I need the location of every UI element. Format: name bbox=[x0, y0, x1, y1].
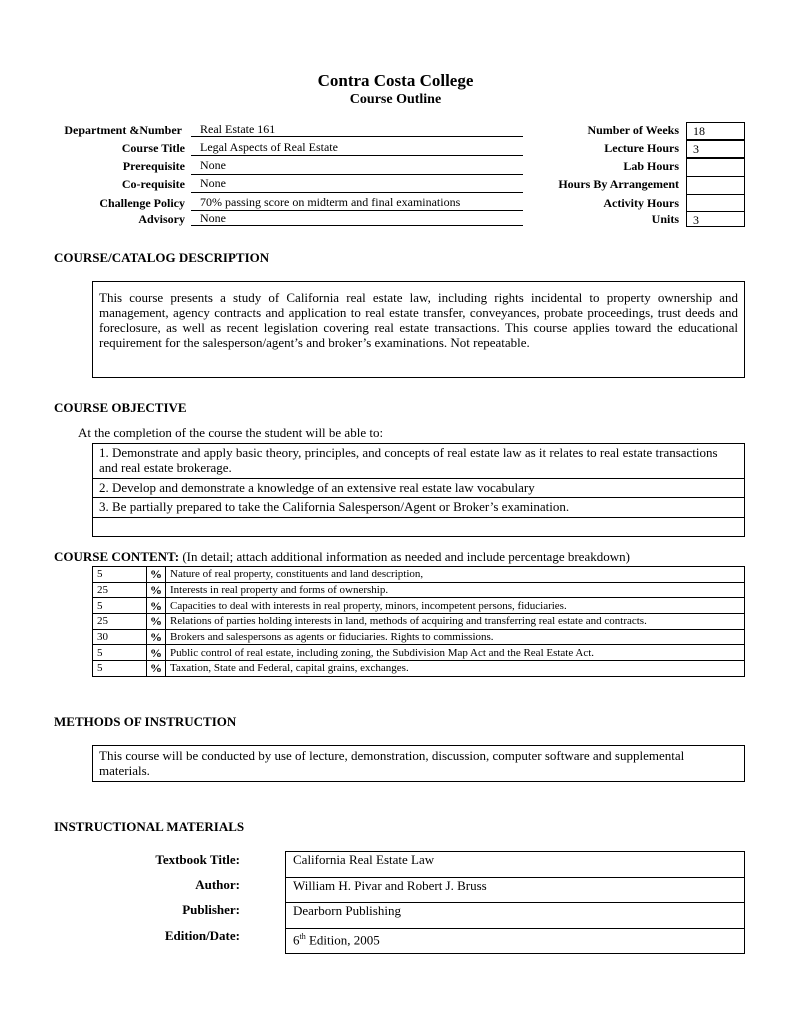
edition-suffix: th bbox=[299, 931, 306, 941]
publisher-label: Publisher: bbox=[182, 902, 240, 917]
lab-hours-label: Lab Hours bbox=[623, 159, 679, 173]
lecture-hours-label: Lecture Hours bbox=[604, 141, 679, 155]
author-value: William H. Pivar and Robert J. Bruss bbox=[286, 877, 745, 903]
content-heading: COURSE CONTENT: bbox=[54, 549, 180, 564]
edition-number: 6 bbox=[293, 931, 300, 947]
objective-item bbox=[93, 518, 745, 537]
units-value: 3 bbox=[686, 211, 745, 227]
lecture-hours-value: 3 bbox=[686, 140, 745, 158]
materials-row bbox=[286, 877, 745, 903]
methods-heading: METHODS OF INSTRUCTION bbox=[54, 714, 237, 729]
content-topic: Relations of parties holding interests in land, methods of acquiring and transferring real estate and contracts. bbox=[166, 614, 745, 630]
materials-row bbox=[286, 928, 745, 954]
content-percent: 25 bbox=[93, 614, 147, 630]
objective-row bbox=[93, 498, 745, 518]
activity-hours-label: Activity Hours bbox=[603, 196, 679, 210]
content-row bbox=[93, 661, 745, 677]
content-note: (In detail; attach additional information as needed and include percentage breakdown) bbox=[179, 549, 630, 564]
weeks-label: Number of Weeks bbox=[587, 123, 679, 137]
percent-symbol: % bbox=[147, 614, 166, 630]
weeks-value: 18 bbox=[686, 122, 745, 140]
content-row bbox=[93, 614, 745, 630]
materials-row bbox=[286, 852, 745, 878]
edition-date-value bbox=[286, 928, 745, 954]
objective-heading: COURSE OBJECTIVE bbox=[54, 400, 187, 415]
publisher-value: Dearborn Publishing bbox=[286, 903, 745, 929]
edition-date-label: Edition/Date: bbox=[164, 928, 240, 943]
content-topic: Capacities to deal with interests in real property, minors, incompetent persons, fiduciaries. bbox=[166, 598, 745, 614]
textbook-title-value: California Real Estate Law bbox=[286, 852, 745, 878]
objective-item: 2. Develop and demonstrate a knowledge of an extensive real estate law vocabulary bbox=[93, 479, 745, 498]
content-row bbox=[93, 598, 745, 614]
content-percent: 5 bbox=[93, 645, 147, 661]
content-row bbox=[93, 582, 745, 598]
prerequisite-value: None bbox=[191, 158, 523, 175]
content-percent: 5 bbox=[93, 661, 147, 677]
objective-row bbox=[93, 479, 745, 498]
content-topic: Nature of real property, constituents and land description, bbox=[166, 567, 745, 583]
content-topic: Public control of real estate, including zoning, the Subdivision Map Act and the Real Estate Act. bbox=[166, 645, 745, 661]
content-row bbox=[93, 629, 745, 645]
corequisite-value: None bbox=[191, 176, 523, 193]
objectives-table bbox=[92, 443, 745, 537]
percent-symbol: % bbox=[147, 567, 166, 583]
content-percent: 5 bbox=[93, 567, 147, 583]
objective-item: 1. Demonstrate and apply basic theory, principles, and concepts of real estate law as it relates to real estate transactions and real estate brokerage. bbox=[93, 444, 745, 479]
prerequisite-label: Prerequisite bbox=[122, 159, 185, 173]
document-title: Course Outline bbox=[349, 92, 442, 107]
content-table bbox=[92, 566, 745, 677]
percent-symbol: % bbox=[147, 645, 166, 661]
catalog-description: This course presents a study of California real estate law, including rights incidental to property ownership and management, agency contracts and application to real estate transfer, conveyances, probate proceedings, trust deeds and foreclosure, as well as recent legislation covering real estate transactions. This course applies toward the educational requirement for the salesperson/agent’s and broker’s examinations. Not repeatable. bbox=[92, 281, 745, 378]
objective-intro: At the completion of the course the student will be able to: bbox=[78, 425, 384, 440]
activity-hours-value bbox=[686, 194, 745, 212]
content-heading-line bbox=[54, 549, 630, 565]
hours-arrangement-value bbox=[686, 176, 745, 195]
author-label: Author: bbox=[195, 877, 240, 892]
content-percent: 30 bbox=[93, 629, 147, 645]
course-title-label: Course Title bbox=[121, 141, 185, 155]
advisory-label: Advisory bbox=[138, 212, 185, 226]
methods-description: This course will be conducted by use of lecture, demonstration, discussion, computer software and supplemental materials. bbox=[92, 745, 745, 782]
course-title-value: Legal Aspects of Real Estate bbox=[191, 140, 523, 156]
department-value: Real Estate 161 bbox=[191, 122, 523, 137]
advisory-value: None bbox=[191, 211, 523, 226]
content-row bbox=[93, 567, 745, 583]
textbook-title-label: Textbook Title: bbox=[155, 852, 240, 867]
challenge-policy-label: Challenge Policy bbox=[99, 196, 185, 210]
catalog-heading: COURSE/CATALOG DESCRIPTION bbox=[54, 250, 270, 265]
content-row bbox=[93, 645, 745, 661]
materials-row bbox=[286, 903, 745, 929]
materials-heading: INSTRUCTIONAL MATERIALS bbox=[54, 819, 245, 834]
content-topic: Interests in real property and forms of ownership. bbox=[166, 582, 745, 598]
units-label: Units bbox=[651, 212, 679, 226]
department-label: Department &Number bbox=[64, 123, 182, 137]
objective-item: 3. Be partially prepared to take the California Salesperson/Agent or Broker’s examination. bbox=[93, 498, 745, 518]
percent-symbol: % bbox=[147, 661, 166, 677]
content-topic: Taxation, State and Federal, capital grains, exchanges. bbox=[166, 661, 745, 677]
hours-arrangement-label: Hours By Arrangement bbox=[558, 177, 679, 191]
challenge-policy-value: 70% passing score on midterm and final examinations bbox=[191, 195, 523, 211]
content-percent: 5 bbox=[93, 598, 147, 614]
percent-symbol: % bbox=[147, 582, 166, 598]
content-topic: Brokers and salespersons as agents or fiduciaries. Rights to commissions. bbox=[166, 629, 745, 645]
corequisite-label: Co-requisite bbox=[121, 177, 185, 191]
materials-table bbox=[285, 851, 745, 954]
edition-rest: Edition, 2005 bbox=[305, 931, 380, 947]
lab-hours-value bbox=[686, 158, 745, 177]
college-name: Contra Costa College bbox=[317, 71, 474, 90]
objective-row bbox=[93, 518, 745, 537]
percent-symbol: % bbox=[147, 629, 166, 645]
percent-symbol: % bbox=[147, 598, 166, 614]
objective-row bbox=[93, 444, 745, 479]
content-percent: 25 bbox=[93, 582, 147, 598]
